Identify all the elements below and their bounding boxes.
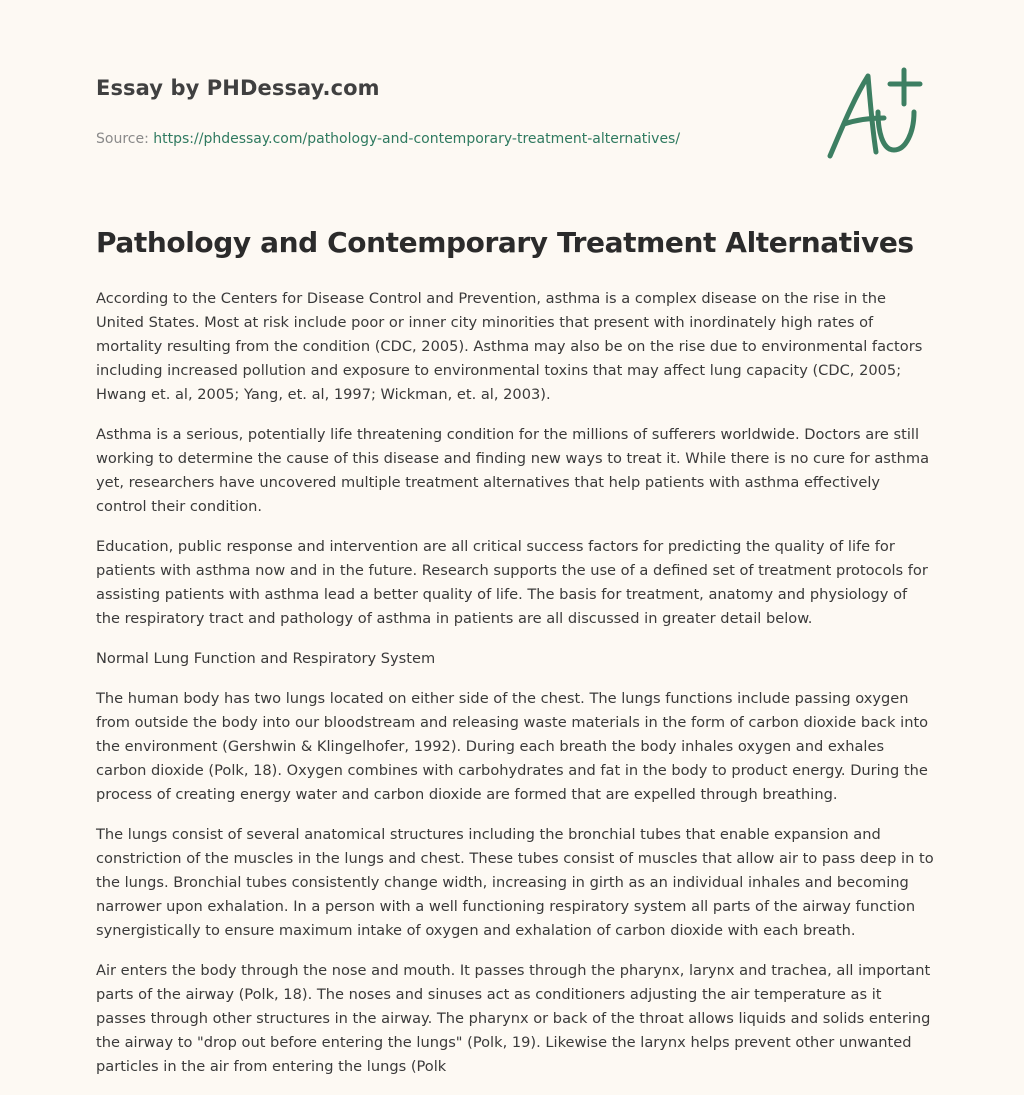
essay-body xyxy=(96,287,934,1095)
section-heading: Normal Lung Function and Respiratory System xyxy=(96,650,436,667)
paragraph: Asthma is a serious, potentially life threatening condition for the millions of sufferers worldwide. Doctors are still working to determine the cause of this disease and finding new ways to treat it. While there is no cure for asthma yet, researchers have uncovered multiple treatment alternatives that help patients with asthma effectively control their condition. xyxy=(96,426,930,515)
source-label: Source: xyxy=(96,131,149,147)
site-title: Essay by PHDessay.com xyxy=(96,76,380,100)
paragraph: The human body has two lungs located on either side of the chest. The lungs functions include passing oxygen from outside the body into our bloodstream and releasing waste materials in the form of carbon dioxide back into the environment (Gershwin & Klingelhofer, 1992). During each breath the body inhales oxygen and exhales carbon dioxide (Polk, 18). Oxygen combines with carbohydrates and fat in the body to product energy. During the process of creating energy water and carbon dioxide are formed that are expelled through breathing. xyxy=(96,690,929,803)
paragraph: Education, public response and intervention are all critical success factors for predicting the quality of life for patients with asthma now and in the future. Research supports the use of a defined set of treatment protocols for assisting patients with asthma lead a better quality of life. The basis for treatment, anatomy and physiology of the respiratory tract and pathology of asthma in patients are all discussed in greater detail below. xyxy=(96,538,928,627)
header xyxy=(96,76,928,147)
paragraph: Air enters the body through the nose and mouth. It passes through the pharynx, larynx and trachea, all important parts of the airway (Polk, 18). The noses and sinuses act as conditioners adjusting the air temperature as it passes through other structures in the airway. The pharynx or back of the throat allows liquids and solids entering the airway to "drop out before entering the lungs" (Polk, 19). Likewise the larynx helps prevent other unwanted particles in the air from entering the lungs (Polk xyxy=(96,962,931,1075)
a-plus-logo-icon xyxy=(820,64,930,164)
source-link[interactable]: https://phdessay.com/pathology-and-contemporary-treatment-alternatives/ xyxy=(153,131,681,147)
source-line xyxy=(96,131,928,147)
essay-title: Pathology and Contemporary Treatment Alternatives xyxy=(96,226,914,259)
paragraph: According to the Centers for Disease Control and Prevention, asthma is a complex disease on the rise in the United States. Most at risk include poor or inner city minorities that present with inordinately high rates of mortality resulting from the condition (CDC, 2005). Asthma may also be on the rise due to environmental factors including increased pollution and exposure to environmental toxins that may affect lung capacity (CDC, 2005; Hwang et. al, 2005; Yang, et. al, 1997; Wickman, et. al, 2003). xyxy=(96,290,923,403)
paragraph: The lungs consist of several anatomical structures including the bronchial tubes that enable expansion and constriction of the muscles in the lungs and chest. These tubes consist of muscles that allow air to pass deep in to the lungs. Bronchial tubes consistently change width, increasing in girth as an individual inhales and becoming narrower upon exhalation. In a person with a well functioning respiratory system all parts of the airway function synergistically to ensure maximum intake of oxygen and exhalation of carbon dioxide with each breath. xyxy=(96,826,934,939)
